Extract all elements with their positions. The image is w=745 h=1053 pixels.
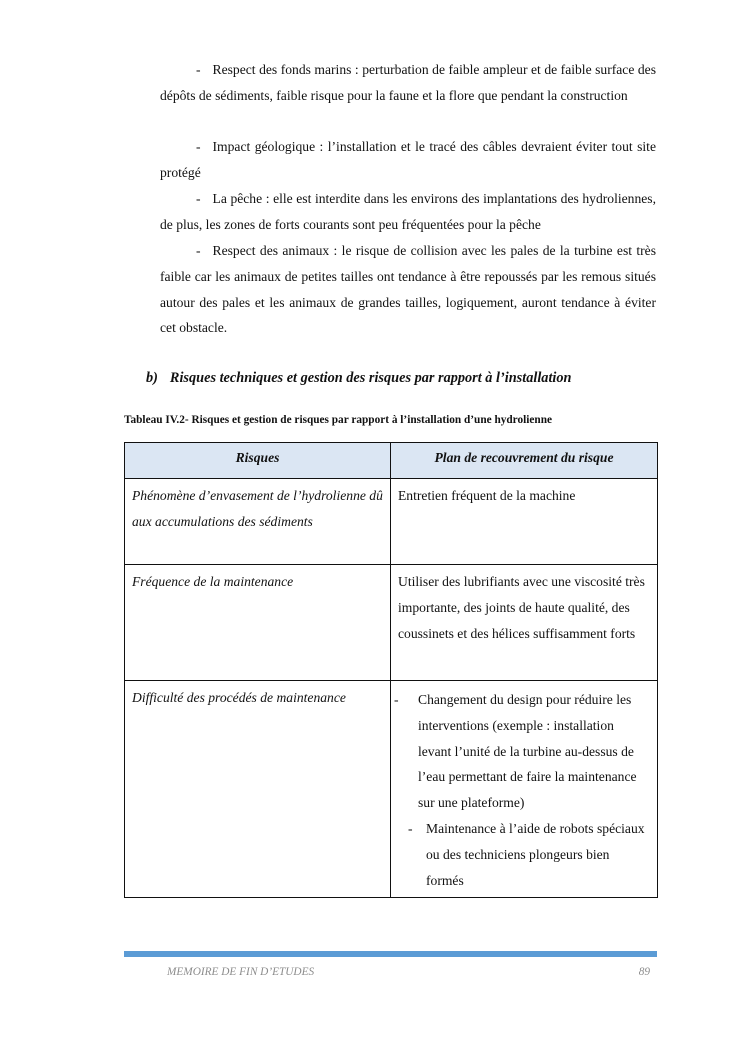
- plan-bullet: [398, 816, 650, 893]
- risk-cell: Difficulté des procédés de maintenance: [125, 681, 391, 898]
- plan-cell: Utiliser des lubrifiants avec une viscosité très importante, des joints de haute qualité, des coussinets et des hélices suffisamment forts: [391, 565, 658, 681]
- table-header-row: [125, 443, 658, 479]
- header-plan: Plan de recouvrement du risque: [391, 443, 658, 479]
- paragraph-text: Respect des animaux : le risque de collision avec les pales de la turbine est très faible car les animaux de petites tailles ont tendance à être repoussés par les remous situés autour des pales et les animaux de grandes tailles, logiquement, auront tendance à éviter cet obstacle.: [160, 243, 656, 336]
- paragraph-peche: [160, 186, 656, 238]
- bullet-dash: -: [394, 692, 399, 707]
- bullet-text: Maintenance à l’aide de robots spéciaux ou des techniciens plongeurs bien formés: [426, 820, 645, 888]
- table-row: [125, 681, 658, 898]
- paragraph-dash: -: [196, 139, 201, 154]
- risk-cell: Fréquence de la maintenance: [125, 565, 391, 681]
- paragraph-impact-geologique: [160, 134, 656, 186]
- header-risques: Risques: [125, 443, 391, 479]
- plan-cell: Entretien fréquent de la machine: [391, 479, 658, 565]
- bullet-dash: -: [408, 820, 413, 836]
- paragraph-text: Impact géologique : l’installation et le tracé des câbles devraient éviter tout site protégé: [160, 139, 656, 180]
- table-row: [125, 479, 658, 565]
- risk-table: [124, 442, 658, 898]
- section-title: Risques techniques et gestion des risques par rapport à l’installation: [169, 370, 572, 386]
- plan-bullet: [394, 687, 650, 816]
- paragraph-dash: -: [196, 191, 201, 206]
- paragraph-animaux: [160, 238, 656, 341]
- table-row: [125, 565, 658, 681]
- paragraph-text: Respect des fonds marins : perturbation de faible ampleur et de faible surface des dépôts de sédiments, faible risque pour la faune et la flore que pendant la construction: [160, 62, 656, 103]
- page-number: 89: [638, 966, 650, 978]
- bullet-text: Changement du design pour réduire les interventions (exemple : installation levant l’unité de la turbine au-dessus de l’eau permettant de faire la maintenance sur une plateforme): [418, 692, 637, 811]
- footer-bar: [124, 951, 657, 957]
- paragraph-dash: -: [196, 243, 201, 258]
- paragraph-fonds-marins: [160, 57, 656, 109]
- risk-cell: Phénomène d’envasement de l’hydrolienne dû aux accumulations des sédiments: [125, 479, 391, 565]
- paragraph-text: La pêche : elle est interdite dans les environs des implantations des hydroliennes, de plus, les zones de forts courants sont peu fréquentées pour la pêche: [160, 191, 656, 232]
- footer-title: MEMOIRE DE FIN D’ETUDES: [167, 966, 315, 978]
- paragraph-dash: -: [196, 62, 201, 77]
- table-caption: Tableau IV.2- Risques et gestion de risques par rapport à l’installation d’une hydrolienne: [124, 414, 552, 426]
- section-heading: [146, 370, 571, 387]
- plan-cell: [391, 681, 658, 898]
- section-letter: b): [146, 370, 158, 386]
